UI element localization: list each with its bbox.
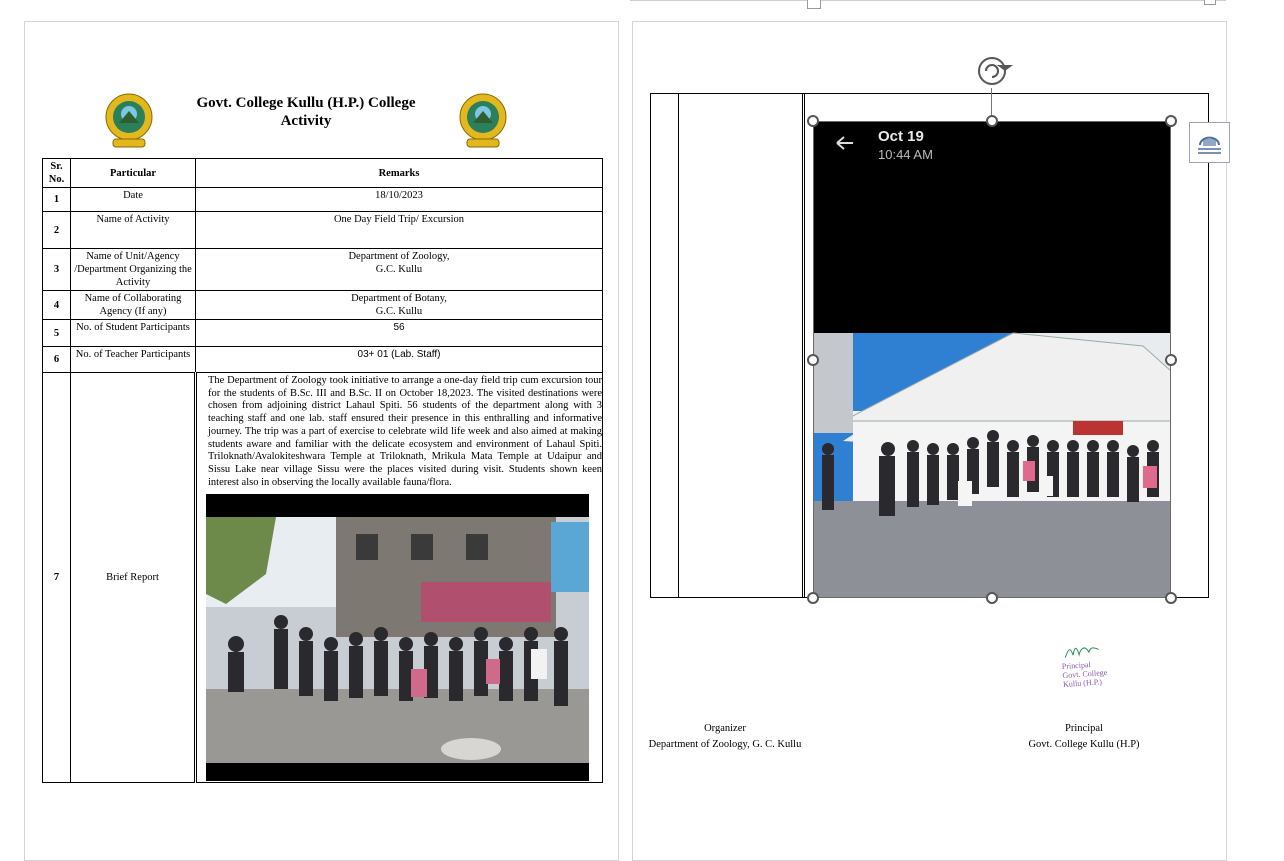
section-handle-right[interactable] [1204, 0, 1216, 5]
phone-screenshot-image[interactable] [813, 121, 1171, 598]
row-remarks: 56 [196, 320, 603, 347]
header-particular: Particular [71, 159, 196, 188]
row-sr: 3 [43, 249, 71, 291]
row-particular: No. of Student Participants [71, 320, 196, 347]
principal-title: Principal [1065, 723, 1103, 734]
table-row [43, 212, 603, 249]
title-line-2: Activity [280, 113, 332, 129]
signature-icon [1060, 641, 1101, 660]
title-line-1: Govt. College Kullu (H.P.) College [196, 95, 416, 111]
resize-handle-right[interactable] [1165, 354, 1177, 366]
principal-institution: Govt. College Kullu (H.P) [1028, 739, 1140, 750]
college-emblem-left-icon [105, 93, 153, 149]
table-header-row [43, 159, 603, 188]
row-remarks [196, 249, 603, 291]
document-title [170, 94, 442, 130]
row-remarks [196, 291, 603, 320]
text-wrap-icon [1190, 123, 1229, 162]
row-sr: 5 [43, 320, 71, 347]
table-divider [678, 93, 679, 598]
row-sr: 4 [43, 291, 71, 320]
remarks-line-2: G.C. Kullu [375, 264, 423, 275]
header-sr: Sr. No. [43, 159, 71, 188]
header-remarks: Remarks [196, 159, 603, 188]
organizer-signature [630, 721, 820, 753]
row-sr: 1 [43, 188, 71, 212]
remarks-line-1: Department of Zoology, [348, 251, 450, 262]
group-photo-1[interactable] [206, 494, 589, 781]
row-particular: Name of Collaborating Agency (If any) [71, 291, 196, 320]
resize-handle-top[interactable] [986, 115, 998, 127]
layout-options-button[interactable] [1189, 122, 1230, 163]
college-emblem-right-icon [459, 93, 507, 149]
row-particular: Brief Report [71, 373, 196, 783]
stamp-line-1: Principal [1061, 660, 1091, 672]
resize-handle-top-left[interactable] [807, 115, 819, 127]
photo-date: Oct 19 [878, 128, 924, 145]
row-sr: 7 [43, 373, 71, 783]
organizer-dept: Department of Zoology, G. C. Kullu [648, 739, 802, 750]
rotate-handle-icon[interactable] [977, 55, 1017, 87]
table-row [43, 320, 603, 347]
table-row [43, 249, 603, 291]
stamp-line-2: Govt. College [1062, 667, 1108, 680]
table-row [43, 347, 603, 373]
row-remarks: 18/10/2023 [196, 188, 603, 212]
row-particular: Name of Unit/Agency /Department Organizing the Activity [71, 249, 196, 291]
organizer-title: Organizer [704, 723, 746, 734]
ruler-line [630, 0, 1226, 1]
principal-signature [1000, 721, 1168, 753]
section-handle[interactable] [807, 0, 821, 9]
row-sr: 6 [43, 347, 71, 373]
resize-handle-bottom-left[interactable] [807, 592, 819, 604]
table-row [43, 291, 603, 320]
row-particular: Date [71, 188, 196, 212]
row-particular: Name of Activity [71, 212, 196, 249]
row-sr: 2 [43, 212, 71, 249]
resize-handle-top-right[interactable] [1165, 115, 1177, 127]
row-remarks: One Day Field Trip/ Excursion [196, 212, 603, 249]
resize-handle-bottom[interactable] [986, 592, 998, 604]
resize-handle-bottom-right[interactable] [1165, 592, 1177, 604]
row-particular: No. of Teacher Participants [71, 347, 196, 373]
remarks-line-2: G.C. Kullu [375, 306, 423, 317]
remarks-line-1: Department of Botany, [351, 293, 447, 304]
row-remarks: 03+ 01 (Lab. Staff) [196, 347, 603, 373]
table-row [43, 188, 603, 212]
photo-time: 10:44 AM [878, 147, 933, 162]
stamp-line-3: Kullu (H.P.) [1062, 677, 1103, 689]
resize-handle-left[interactable] [807, 354, 819, 366]
brief-report-text: The Department of Zoology took initiative to arrange a one-day field trip cum excursion tour for the students of B.Sc. III and B.Sc. II on October 18,2023. The visited destinations were chosen from adjoining district Lahaul Spiti. 56 students of the department along with 3 teaching staff and one lab. staff ensured their presence in this enthralling and informative journey. The trip was a part of exercise to celebrate wild life week and also aimed at making students aware and familiar with the delicate ecosystem and environment of Lahaul Spiti. Triloknath/Avalokiteshwara Temple at Triloknath, Mrikula Mata Temple at Udaipur and Sissu Lake near village Sissu were the places visited during visit. Students shown keen interest also in observing the locally available fauna/flora. [208, 375, 602, 488]
principal-stamp [1060, 640, 1121, 696]
table-divider-double [802, 93, 805, 598]
